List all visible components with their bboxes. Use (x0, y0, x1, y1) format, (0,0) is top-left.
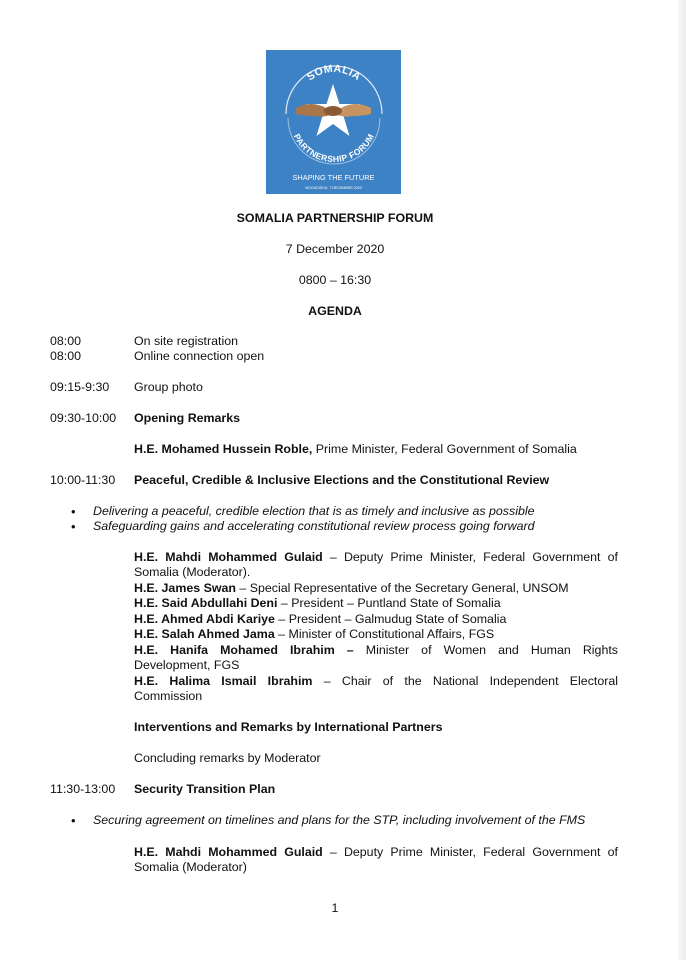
opening-time: 09:30-10:00 (50, 411, 117, 425)
security-label: Security Transition Plan (134, 782, 276, 796)
elections-bullet-1: Delivering a peaceful, credible election that is as timely and inclusive as possible (93, 504, 535, 518)
logo-title-top: SOMALIA (304, 62, 364, 84)
event-date: 7 December 2020 (285, 242, 385, 256)
opening-label: Opening Remarks (134, 411, 241, 425)
opening-speaker (134, 442, 577, 457)
panelist-swan: H.E. James Swan – Special Representative of the Secretary General, UNSOM (134, 581, 569, 595)
page-number: 1 (331, 901, 339, 915)
bullet-icon: • (71, 519, 76, 534)
document-title: SOMALIA PARTNERSHIP FORUM (236, 211, 434, 225)
panelist-halima: H.E. Halima Ismail Ibrahim – Chair of the National Independent Electoral (134, 674, 618, 688)
panelist-gulaid: H.E. Mahdi Mohammed Gulaid – Deputy Prime Minister, Federal Government of (134, 550, 618, 564)
online-label: Online connection open (134, 349, 265, 363)
panelist-halima-cont: Commission (134, 689, 203, 703)
registration-label: On site registration (134, 334, 238, 348)
panelist-hanifa-cont: Development, FGS (134, 658, 240, 672)
security-moderator-cont: Somalia (Moderator) (134, 860, 247, 874)
security-bullet: Securing agreement on timelines and plans for the STP, including involvement of the FMS (93, 813, 586, 827)
somalia-partnership-forum-logo (266, 50, 401, 194)
panelist-gulaid-cont: Somalia (Moderator). (134, 565, 251, 579)
panelist-jama: H.E. Salah Ahmed Jama – Minister of Constitutional Affairs, FGS (134, 627, 495, 641)
speaker-name: H.E. Mohamed Hussein Roble, (134, 442, 313, 456)
security-moderator: H.E. Mahdi Mohammed Gulaid – Deputy Prime Minister, Federal Government of (134, 845, 618, 859)
photo-time: 09:15-9:30 (50, 380, 110, 394)
bullet-icon: • (71, 813, 76, 828)
panelist-kariye: H.E. Ahmed Abdi Kariye – President – Galmudug State of Somalia (134, 612, 507, 626)
registration-time: 08:00 (50, 334, 82, 348)
speaker-role: Prime Minister, Federal Government of Somalia (312, 442, 577, 456)
agenda-heading: AGENDA (308, 304, 362, 318)
bullet-icon: • (71, 504, 76, 519)
panelist-hanifa: H.E. Hanifa Mohamed Ibrahim – Minister of Women and Human Rights (134, 643, 618, 657)
interventions-label: Interventions and Remarks by International Partners (134, 720, 443, 734)
page-edge-shadow (678, 0, 686, 960)
logo-slogan: SHAPING THE FUTURE (292, 173, 375, 182)
elections-label: Peaceful, Credible & Inclusive Elections and the Constitutional Review (134, 473, 550, 487)
security-time: 11:30-13:00 (50, 782, 116, 796)
logo-title-arc: PARTNERSHIP FORUM (291, 131, 377, 165)
concluding-label: Concluding remarks by Moderator (134, 751, 321, 765)
elections-time: 10:00-11:30 (50, 473, 116, 487)
online-time: 08:00 (50, 349, 82, 363)
panelist-deni: H.E. Said Abdullahi Deni – President – Puntland State of Somalia (134, 596, 501, 610)
elections-bullet-2: Safeguarding gains and accelerating constitutional review process going forward (93, 519, 535, 533)
photo-label: Group photo (134, 380, 203, 394)
event-hours: 0800 – 16:30 (298, 273, 372, 287)
logo-location-date: MOGADISHU, 7 DECEMBER 2020 (305, 186, 362, 190)
